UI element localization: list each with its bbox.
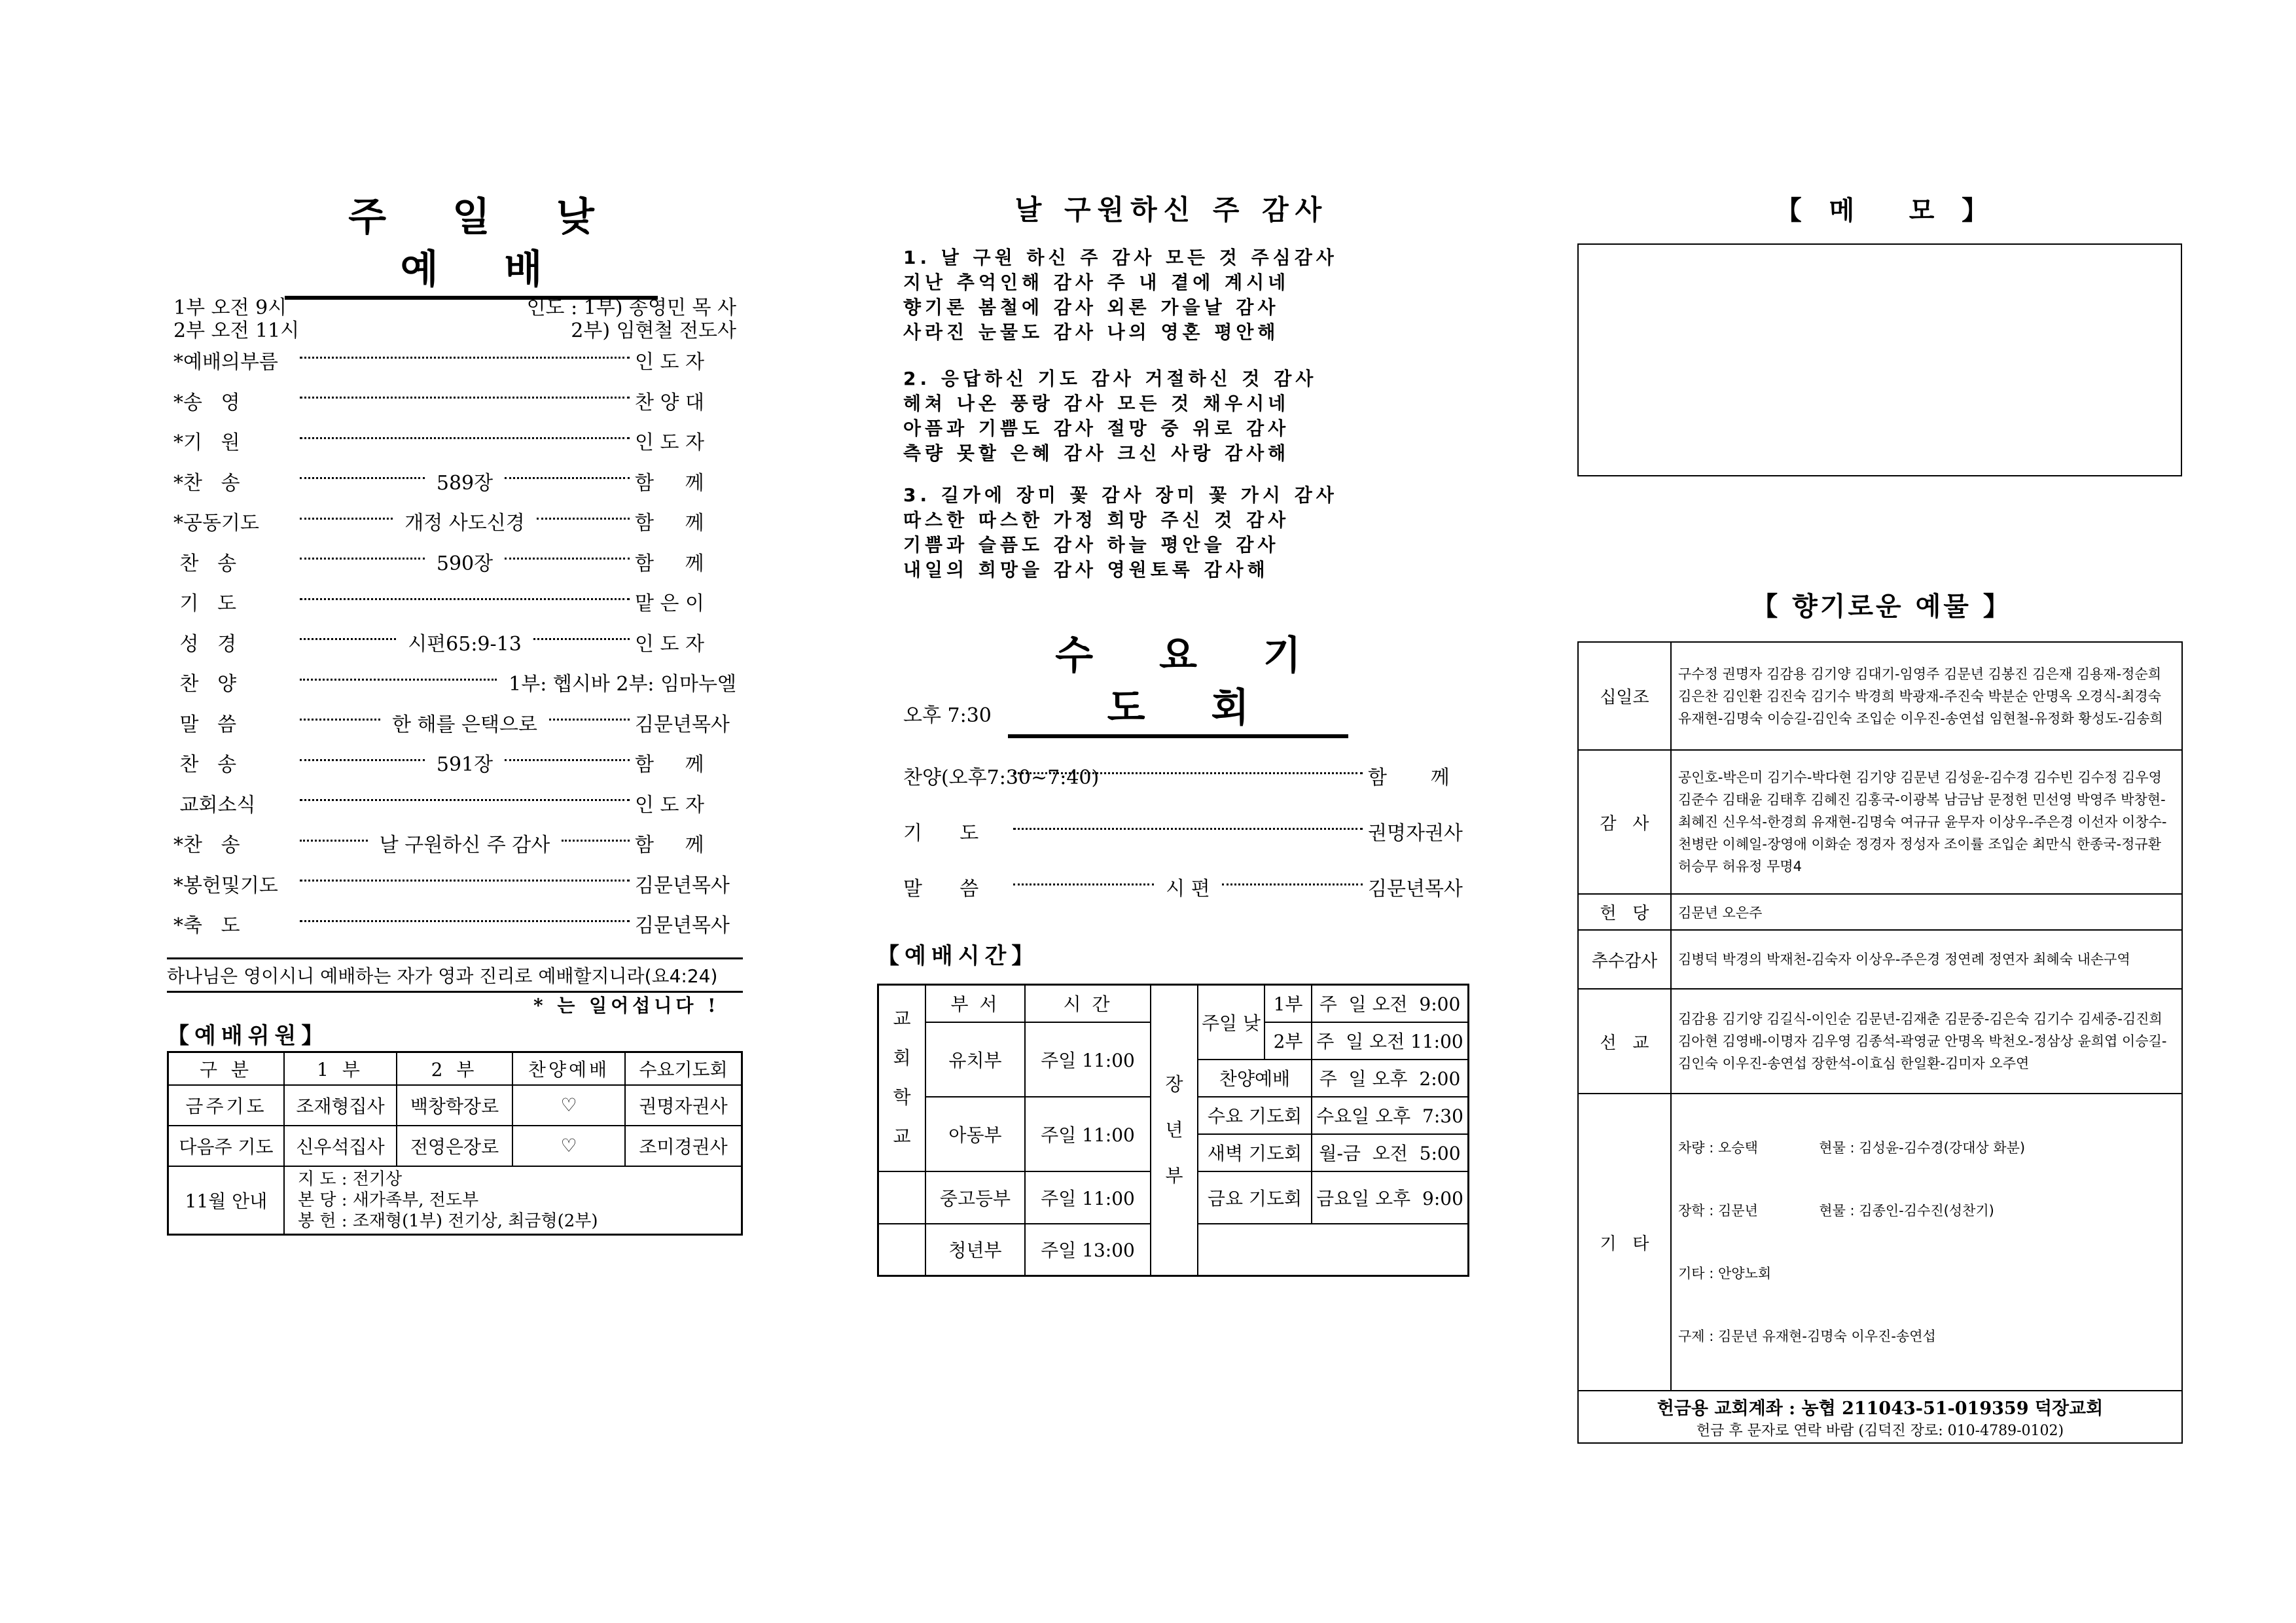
- leader-1: 인도 : 1부) 송영민 목 사: [526, 296, 736, 319]
- schedule-spacer: [1198, 1224, 1469, 1276]
- order-person: 함 께: [635, 753, 704, 776]
- school-label: [878, 985, 926, 1171]
- offering-names: 김감용 김기양 김길식-이인순 김문년-김재춘 김문중-김은숙 김기수 김세중-김진희 김아현 김영배-이명자 김우영 김종석-곽영균 안명옥 박천오-정삼상 윤희엽 이승길-김인숙 이우진-송연섭 장한석-이효심 한일환-김미자 오주연: [1671, 989, 2182, 1094]
- order-item: 시편65:9-13: [408, 632, 522, 656]
- committee-cell: 백창학장로: [397, 1085, 512, 1126]
- committee-head: 1 부: [284, 1052, 397, 1085]
- order-person: 김문년목사: [1368, 878, 1463, 901]
- youth-label: [1151, 985, 1198, 1276]
- hymn-line: 향기론 봄철에 감사 외론 가을날 감사: [903, 296, 1280, 318]
- hymn-verse-1: [903, 245, 1338, 345]
- leader-2: 2부) 임현철 전도사: [571, 319, 736, 342]
- order-row: [173, 867, 743, 900]
- wednesday-title: 수 요 기 도 회: [1008, 630, 1348, 738]
- hymn-line: 지난 추억인해 감사 주 내 곁에 계시네: [903, 272, 1290, 293]
- committee-table: [167, 1051, 743, 1236]
- hymn-line: 측량 못할 은혜 감사 크신 사랑 감사해: [903, 442, 1290, 464]
- schedule-cell: 주일 13:00: [1025, 1224, 1151, 1276]
- committee-cell: 다음주 기도: [168, 1126, 285, 1166]
- order-row: [173, 746, 743, 779]
- schedule-cell: 수요일 오후 7:30: [1312, 1097, 1469, 1134]
- hymn-line: 2. 응답하신 기도 감사 거절하신 것 감사: [903, 368, 1318, 389]
- account-line: 헌금용 교회계좌 : 농협 211043-51-019359 덕장교회: [1657, 1399, 2104, 1419]
- november-label: 11월 안내: [168, 1166, 285, 1235]
- november-line: 봉 헌 : 조재형(1부) 전기상, 최금형(2부): [298, 1211, 598, 1231]
- offering-table: [1577, 641, 2183, 1444]
- hymn-title: 날 구원하신 주 감사: [1014, 194, 1329, 226]
- schedule-cell: 주일 11:00: [1025, 1171, 1151, 1224]
- worship-order: [173, 344, 743, 965]
- sunday-service-title: 주 일 낮 예 배: [285, 191, 658, 300]
- youth-label-text: 장년부: [1165, 1073, 1183, 1186]
- schedule-cell: 금요일 오후 9:00: [1312, 1171, 1469, 1224]
- committee-cell: 전영은장로: [397, 1126, 512, 1166]
- order-row: [173, 465, 743, 497]
- order-row: [903, 870, 1479, 903]
- order-label: 찬 송: [173, 753, 237, 776]
- memo-box[interactable]: [1577, 243, 2182, 476]
- hymn-line: 기쁨과 슬픔도 감사 하늘 평안을 감사: [903, 534, 1280, 556]
- hymn-line: 1. 날 구원 하신 주 감사 모든 것 주심감사: [903, 247, 1338, 268]
- november-info: [284, 1166, 742, 1235]
- leader-dots: [505, 558, 630, 560]
- schedule-cell: 새벽 기도회: [1198, 1134, 1312, 1171]
- offering-names: 공인호-박은미 김기수-박다현 김기양 김문년 김성윤-김수경 김수빈 김수정 김우영 김준수 김태윤 김태후 김혜진 김홍국-이광복 남금남 문정헌 민선영 박영주 박창현-최혜진 신우석-한경희 유재현-김명숙 여규규 윤무자 이상우-주은경 이선자 이창수-천병란 이혜일-장영애 이화순 정경자 정성자 조이률 조입순 최만식 한종국-정규환 허승무 허유정 무명4: [1671, 750, 2182, 894]
- hymn-verse-2: [903, 366, 1317, 466]
- order-row: [173, 505, 743, 537]
- leader-dots: [300, 638, 396, 640]
- leader-dots: [1013, 883, 1154, 885]
- schedule-cell: 주 일 오후 2:00: [1312, 1060, 1469, 1097]
- order-person: 인 도 자: [635, 632, 705, 656]
- offering-label: 헌 당: [1578, 894, 1671, 930]
- schedule-head: 부 서: [925, 985, 1025, 1022]
- order-label: 찬 송: [173, 552, 237, 575]
- offering-label: 선 교: [1578, 989, 1671, 1094]
- leader-dots: [300, 759, 425, 761]
- leader-dots: [300, 357, 630, 359]
- order-person: 인 도 자: [635, 793, 705, 817]
- order-row: [173, 344, 743, 376]
- leader-dots: [1222, 883, 1363, 885]
- november-line: 지 도 : 전기상: [298, 1169, 403, 1189]
- offering-title: 【 향기로운 예물 】: [1751, 591, 2012, 622]
- order-label: 찬양(오후7:30~7:40): [903, 766, 1100, 789]
- memo-title: 【 메 모 】: [1775, 195, 1988, 226]
- leader-dots: [300, 799, 630, 801]
- schedule-cell: 2부: [1265, 1022, 1312, 1060]
- order-item: 한 해를 은택으로: [392, 713, 537, 736]
- committee-head: 찬양예배: [512, 1052, 625, 1085]
- committee-head: 2 부: [397, 1052, 512, 1085]
- order-row: [903, 759, 1479, 792]
- hymn-line: 3. 길가에 장미 꽃 감사 장미 꽃 가시 감사: [903, 484, 1338, 506]
- offering-other-line: 차량 : 오승택 현물 : 김성윤-김수경(강대상 화분): [1678, 1140, 2026, 1156]
- schedule-cell: 주 일 오전 11:00: [1312, 1022, 1469, 1060]
- leader-dots: [537, 518, 630, 520]
- order-person: 맡 은 이: [635, 592, 705, 615]
- committee-cell: 금주기도: [168, 1085, 285, 1126]
- order-label: 말 씀: [903, 878, 979, 901]
- leader-dots: [300, 477, 425, 479]
- order-item: 날 구원하신 주 감사: [379, 834, 550, 857]
- november-line: 본 당 : 새가족부, 전도부: [298, 1190, 479, 1210]
- leader-dots: [300, 598, 630, 600]
- schedule-title: 【예배시간】: [877, 943, 1039, 969]
- schedule-cell: 찬양예배: [1198, 1060, 1312, 1097]
- order-person: 인 도 자: [635, 351, 705, 374]
- order-item: 개정 사도신경: [404, 512, 525, 535]
- order-label: 기 도: [173, 592, 237, 615]
- order-person: 권명자권사: [1368, 822, 1463, 845]
- wednesday-order: [903, 759, 1479, 923]
- order-row: [173, 545, 743, 578]
- schedule-cell: 아동부: [925, 1097, 1025, 1171]
- order-person: 함 께: [635, 834, 704, 857]
- account-note: 헌금 후 문자로 연락 바람 (김덕진 장로: 010-4789-0102): [1696, 1423, 2064, 1439]
- order-label: *찬 송: [173, 471, 240, 495]
- offering-other-line: 구제 : 김문년 유재현-김명숙 이우진-송연섭: [1678, 1329, 1936, 1344]
- leader-dots: [1013, 772, 1363, 774]
- verse-line: 하나님은 영이시니 예배하는 자가 영과 진리로 예배할지니라(요4:24): [167, 957, 743, 993]
- schedule-cell: 중고등부: [925, 1171, 1025, 1224]
- school-spacer: [878, 1171, 926, 1224]
- order-label: 교회소식: [173, 793, 256, 817]
- order-item: 1부: 헵시바 2부: 임마누엘: [509, 673, 736, 696]
- offering-other-line: 장학 : 김문년 현물 : 김종인-김수진(성찬기): [1678, 1203, 1994, 1219]
- hymn-line: 따스한 따스한 가정 희망 주신 것 감사: [903, 509, 1290, 531]
- heart-icon: ♡: [512, 1085, 625, 1126]
- schedule-head: 시 간: [1025, 985, 1151, 1022]
- schedule-cell: 금요 기도회: [1198, 1171, 1312, 1224]
- order-person: 김문년목사: [635, 914, 730, 937]
- order-item: 591장: [436, 753, 493, 776]
- offering-label: 기 타: [1578, 1094, 1671, 1391]
- schedule-cell: 수요 기도회: [1198, 1097, 1312, 1134]
- order-label: *공동기도: [173, 512, 259, 535]
- leader-dots: [300, 679, 497, 681]
- order-label: *찬 송: [173, 834, 240, 857]
- hymn-line: 헤쳐 나온 풍랑 감사 모든 것 채우시네: [903, 393, 1290, 414]
- leader-dots: [1013, 828, 1363, 830]
- committee-cell: 신우석집사: [284, 1126, 397, 1166]
- offering-label: 추수감사: [1578, 930, 1671, 989]
- order-label: *예배의부름: [173, 351, 278, 374]
- leader-dots: [562, 840, 630, 842]
- heart-icon: ♡: [512, 1126, 625, 1166]
- offering-names: 김문년 오은주: [1671, 894, 2182, 930]
- schedule-cell: 주일 11:00: [1025, 1022, 1151, 1097]
- leader-dots: [300, 518, 393, 520]
- order-item: 590장: [436, 552, 493, 575]
- schedule-cell: 청년부: [925, 1224, 1025, 1276]
- wednesday-time: 오후 7:30: [903, 704, 992, 727]
- committee-title: 【예배위원】: [167, 1023, 329, 1049]
- order-row: [173, 907, 743, 940]
- order-person: 인 도 자: [635, 431, 705, 454]
- leader-dots: [300, 719, 380, 721]
- offering-names: 김병덕 박경의 박재천-김숙자 이상우-주은경 정연례 정연자 최혜숙 내손구역: [1671, 930, 2182, 989]
- order-person: 함 께: [635, 471, 704, 495]
- order-label: *봉헌및기도: [173, 874, 278, 897]
- order-person: 김문년목사: [635, 874, 730, 897]
- leader-dots: [300, 558, 425, 560]
- order-row: [173, 626, 743, 658]
- order-person: 찬 양 대: [635, 391, 705, 414]
- hymn-verse-3: [903, 483, 1338, 582]
- order-item: 시 편: [1166, 878, 1210, 901]
- leader-dots: [300, 437, 630, 439]
- hymn-line: 내일의 희망을 감사 영원토록 감사해: [903, 559, 1269, 580]
- service-time-2: 2부 오전 11시: [173, 319, 300, 342]
- committee-cell: 권명자권사: [625, 1085, 742, 1126]
- sunday-label: 주일 낮: [1198, 985, 1265, 1060]
- hymn-line: 아픔과 기쁨도 감사 절망 중 위로 감사: [903, 418, 1290, 439]
- hymn-line: 사라진 눈물도 감사 나의 영혼 평안해: [903, 321, 1280, 343]
- leader-dots: [300, 880, 630, 882]
- committee-cell: 조재형집사: [284, 1085, 397, 1126]
- leader-dots: [505, 759, 630, 761]
- order-row: [173, 706, 743, 739]
- order-label: 성 경: [173, 632, 237, 656]
- order-person: 함 께: [635, 552, 704, 575]
- schedule-cell: 유치부: [925, 1022, 1025, 1097]
- leader-dots: [300, 397, 630, 399]
- order-row: [903, 815, 1479, 847]
- committee-cell: 조미경권사: [625, 1126, 742, 1166]
- order-label: *기 원: [173, 431, 240, 454]
- leader-dots: [533, 638, 630, 640]
- offering-other: [1671, 1094, 2182, 1391]
- order-row: [173, 666, 743, 698]
- schedule-cell: 1부: [1265, 985, 1312, 1022]
- schedule-cell: 주 일 오전 9:00: [1312, 985, 1469, 1022]
- order-person: 함 께: [1368, 766, 1450, 789]
- order-label: *축 도: [173, 914, 240, 937]
- schedule-cell: 주일 11:00: [1025, 1097, 1151, 1171]
- order-person: 함 께: [635, 512, 704, 535]
- schedule-table: [877, 984, 1469, 1277]
- order-row: [173, 827, 743, 859]
- offering-label: 십일조: [1578, 642, 1671, 750]
- committee-head: 수요기도회: [625, 1052, 742, 1085]
- account-cell: [1578, 1391, 2182, 1443]
- order-row: [173, 424, 743, 457]
- order-label: 기 도: [903, 822, 979, 845]
- leader-dots: [549, 719, 630, 721]
- leader-dots: [300, 920, 630, 922]
- order-label: 찬 양: [173, 673, 237, 696]
- offering-label: 감 사: [1578, 750, 1671, 894]
- stand-note: * 는 일어섭니다 !: [533, 995, 720, 1016]
- offering-other-line: 기타 : 안양노회: [1678, 1266, 1772, 1281]
- order-item: 589장: [436, 471, 493, 495]
- committee-head: 구 분: [168, 1052, 285, 1085]
- leader-dots: [505, 477, 630, 479]
- schedule-cell: 월-금 오전 5:00: [1312, 1134, 1469, 1171]
- school-spacer: [878, 1224, 926, 1276]
- order-label: 말 씀: [173, 713, 237, 736]
- order-label: *송 영: [173, 391, 240, 414]
- school-label-text: 교회학교: [893, 1008, 911, 1148]
- order-row: [173, 787, 743, 819]
- leader-dots: [300, 840, 368, 842]
- service-time-1: 1부 오전 9시: [173, 296, 287, 319]
- order-person: 김문년목사: [635, 713, 730, 736]
- order-row: [173, 384, 743, 417]
- order-row: [173, 585, 743, 618]
- offering-names: 구수정 권명자 김감용 김기양 김대기-임영주 김문년 김봉진 김은재 김용재-정순희 김은찬 김인환 김진숙 김기수 박경희 박광재-주진숙 박분순 안명옥 오경식-최경숙 유재현-김명숙 이승길-김인숙 조입순 이우진-송연섭 임현철-유정화 황성도-김송희: [1671, 642, 2182, 750]
